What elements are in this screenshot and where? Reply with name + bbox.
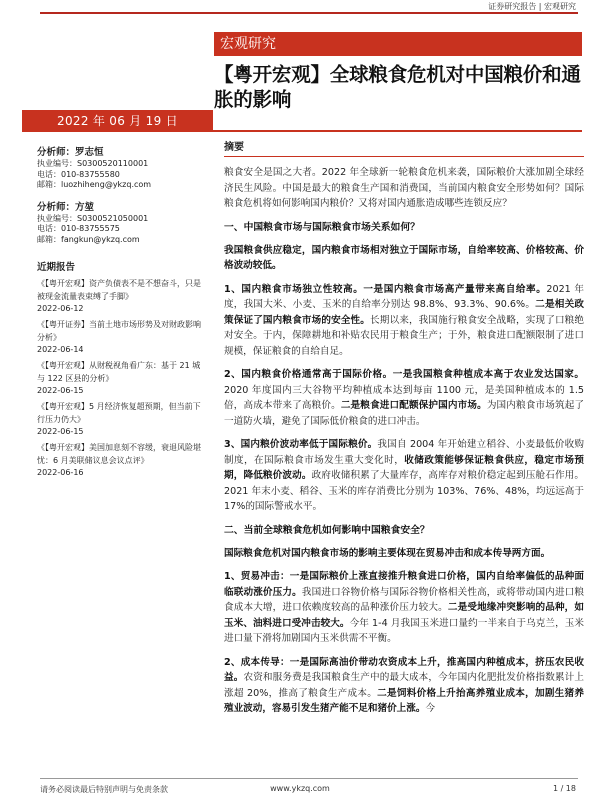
analyst-card [37,146,207,191]
lead-text: 国际粮食危机对国内粮食市场的影响主要体现在贸易冲击和成本传导两方面。 [224,547,551,559]
disclaimer-note: 请务必阅读最后特别声明与免责条款 [40,785,168,794]
point-bold: 3、国内粮价波动率低于国际粮价。 [224,439,378,450]
section-lead [224,546,584,562]
point-text: 政府收储积累了大量库存，高库存对粮价稳定起到压舱石作用。2021 年末小麦、稻谷、玉米的库存消费比分别为 103%、76%、48%，均远远高于 17%的国际警戒水平。 [224,470,585,512]
point-bold: 2、国内粮食价格通常高于国际价格。一是我国粮食种植成本高于农业发达国家。 [224,369,584,380]
recent-report-title[interactable]: 《【粤开宏观】资产负债表不是不想奋斗，只是被现金流量表束缚了手脚》 [37,279,201,301]
report-title: 【粤开宏观】全球粮食危机对中国粮价和通胀的影响 [214,63,581,111]
point-text: 我国自 2004 年开始建立稻谷、小麦最低价收购制度，在国际粮食市场发生重大变化时， [224,439,584,466]
point-paragraph [224,655,584,717]
abstract-heading: 摘要 [224,138,584,157]
category-banner [214,32,582,56]
point-text: 长期以来，我国施行粮食安全战略，实现了口粮绝对安全。于内，保障耕地和补贴农民用于粮食生产；于外，粮食进口配额限制了进口规模，保证粮食的自给自足。 [224,314,585,357]
point-text: 今年 1-4 月我国玉米进口量约一半来自于乌克兰，玉米进口量下滑将加剧国内玉米供需不平衡。 [224,617,584,644]
point-paragraph [224,437,584,515]
analyst-cert: 执业编号：S0300520110001 [37,159,149,168]
point-bold: 二是粮食进口配额保护国内市场。 [340,400,487,411]
recent-reports-title: 近期报告 [37,262,76,273]
intro-paragraph: 粮食安全是国之大者。2022 年全球新一轮粮食危机来袭，国际粮价大涨加剧全球经济民生风险。中国是最大的粮食生产国和消费国，当前国内粮食安全形势如何？国际粮食危机将如何影响国内粮价？又将对国内通胀造成哪些连锁反应？ [224,167,584,209]
analyst-card [37,201,207,246]
section-heading: 一、中国粮食市场与国际粮食市场关系如何？ [224,221,420,233]
recent-report-title[interactable]: 《【粤开宏观】从财税视角看广东：基于 21 城与 122 区县的分析》 [37,361,201,383]
point-text: 2021 年度，我国大米、小麦、玉米的自给率分别达 98.8%、93.3%、90.6%。 [224,283,584,310]
section-heading: 二、当前全球粮食危机如何影响中国粮食安全？ [224,524,430,536]
top-header [0,0,600,16]
analyst-email[interactable]: 邮箱：fangkun@ykzq.com [37,234,140,244]
point-paragraph [224,569,584,647]
recent-report-date: 2022-06-16 [37,468,84,477]
date-rule [213,130,582,132]
point-bold: 二是受地缘冲突影响的品种，如玉米、油料进口受冲击较大。 [224,602,585,629]
recent-report-item[interactable] [37,400,207,438]
sidebar [37,146,207,482]
point-paragraph [224,282,584,360]
report-date: 2022 年 06 月 19 日 [57,114,178,128]
recent-report-date: 2022-06-15 [37,386,84,395]
point-bold: 1、国内粮食市场独立性较高。一是国内粮食市场高产量带来高自给率。 [224,283,547,295]
recent-report-item[interactable] [37,318,207,356]
point-text: 农资和服务费是我国粮食生产中的最大成本，今年国内化肥批发价格指数累计上涨超 20%，推高了粮食生产成本。 [224,672,585,699]
analyst-name: 分析师：方堃 [37,201,95,213]
point-bold: 1、贸易冲击：一是国际粮价上涨直接推升粮食进口价格，国内自给率偏低的品种面临联动涨价压力。 [224,571,584,598]
page-footer [0,778,600,800]
abstract-section [224,138,584,725]
header-rule [40,12,578,14]
website-link[interactable]: www.ykzq.com [270,784,330,793]
analyst-cert: 执业编号：S0300521050001 [37,213,149,223]
analyst-phone: 电话：010-83755580 [37,169,120,179]
page-number: 1 / 18 [552,784,576,793]
section-lead [224,243,584,274]
point-text: 我国进口谷物价格与国际谷物价格相关性高，或将带动国内进口粮食成本大增，进口依赖度较高的品种涨价压力较大。 [224,586,585,613]
point-text: 为国内粮食市场筑起了一道防火墙，避免了国际低价粮食的进口冲击。 [224,400,585,427]
point-bold: 二是相关政策保证了国内粮食市场的安全性。 [224,299,585,326]
analyst-email[interactable]: 邮箱：luozhiheng@ykzq.com [37,180,152,189]
lead-text: 我国粮食供应稳定，国内粮食市场相对独立于国际市场，自给率较高、价格较高、价格波动较低。 [224,244,584,271]
point-bold: 收储政策能够保证粮食供应，稳定市场预期，降低粮价波动。 [224,454,585,481]
footer-rule [40,778,578,779]
category-label: 宏观研究 [220,36,276,52]
recent-report-date: 2022-06-14 [37,345,84,354]
recent-report-item[interactable] [37,441,207,479]
point-paragraph [224,367,584,429]
recent-report-item[interactable] [37,359,207,397]
date-banner [22,110,213,132]
recent-report-title[interactable]: 《【粤开宏观】美国加息刻不容缓，衰退风险堪忧：6 月美联储议息会议点评》 [37,443,201,465]
recent-report-date: 2022-06-12 [37,304,84,313]
recent-report-title[interactable]: 《【粤开证券】当前土地市场形势及对财政影响分析》 [37,320,201,342]
recent-report-title[interactable]: 《【粤开宏观】5 月经济恢复超预期，但当前下行压力仍大》 [37,402,201,424]
point-bold: 2、成本传导：一是国际高油价带动农资成本上升，推高国内种植成本，挤压农民收益。 [224,656,584,683]
point-text: 2020 年度国内三大谷物平均种植成本达到每亩 1100 元，是美国种植成本的 1.5 倍，高成本带来了高粮价。 [224,384,584,411]
recent-report-item[interactable] [37,277,207,315]
point-bold: 二是饲料价格上升抬高养殖业成本，加剧生猪养殖业波动，容易引发生猪产能不足和猪价上涨。 [224,687,585,714]
recent-report-date: 2022-06-15 [37,427,84,436]
analyst-name: 分析师：罗志恒 [37,147,104,158]
point-text: 今 [425,703,436,714]
analyst-phone: 电话：010-83755575 [37,224,120,233]
report-type-label: 证券研究报告 | 宏观研究 [488,2,576,11]
